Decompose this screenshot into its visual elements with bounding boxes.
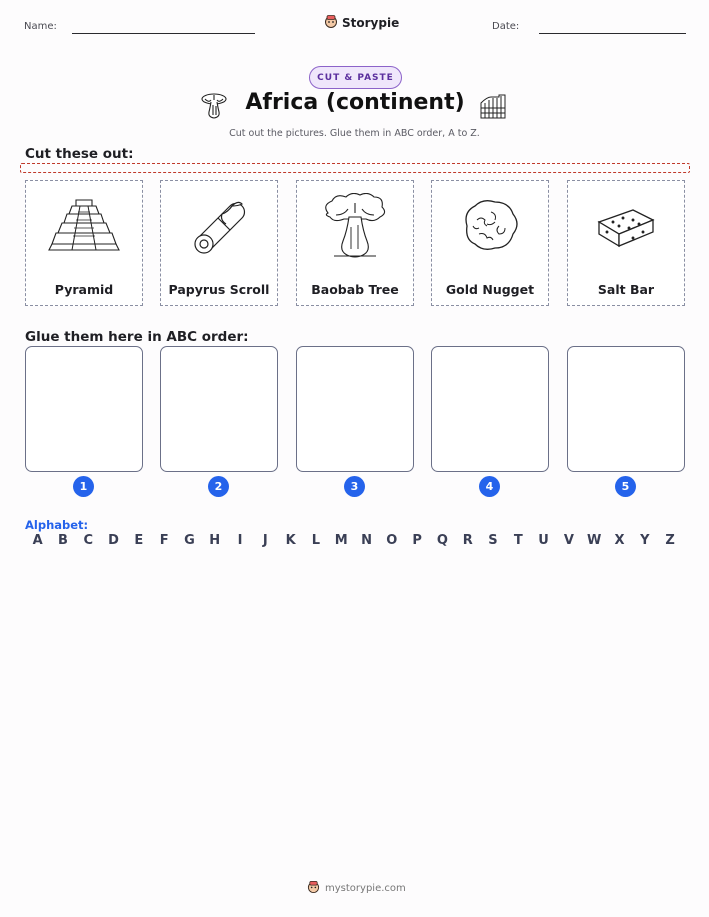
slot-number-2: 2 (208, 476, 229, 497)
alphabet-letter: T (513, 533, 523, 548)
name-line[interactable] (72, 33, 255, 34)
storypie-mascot-icon (324, 14, 338, 31)
scroll-icon (161, 189, 277, 265)
alphabet-letter: N (361, 533, 372, 548)
card-label: Baobab Tree (311, 282, 399, 297)
alphabet-letter: K (285, 533, 296, 548)
alphabet-letter: Q (436, 533, 448, 548)
card-label: Salt Bar (597, 282, 655, 297)
alphabet-row (25, 533, 683, 548)
date-line[interactable] (539, 33, 686, 34)
alphabet-letter: L (311, 533, 321, 548)
alphabet-letter: R (462, 533, 473, 548)
cut-card-salt-bar[interactable] (567, 180, 685, 306)
cut-paste-badge: CUT & PASTE (309, 66, 402, 89)
cut-card-gold-nugget[interactable] (431, 180, 549, 306)
glue-section-heading: Glue them here in ABC order: (25, 329, 249, 345)
alphabet-title: Alphabet: (25, 518, 89, 532)
card-label: Papyrus Scroll (168, 282, 270, 297)
alphabet-letter: M (334, 533, 348, 548)
pyramid-icon (26, 189, 142, 265)
slot-number-4: 4 (479, 476, 500, 497)
alphabet-letter: D (108, 533, 119, 548)
slot-number-1: 1 (73, 476, 94, 497)
alphabet-letter: A (32, 533, 43, 548)
alphabet-letter: P (412, 533, 422, 548)
alphabet-letter: S (488, 533, 498, 548)
glue-slot-1[interactable] (25, 346, 143, 472)
alphabet-letter: Y (640, 533, 650, 548)
card-label: Gold Nugget (445, 282, 535, 297)
cut-card-papyrus-scroll[interactable] (160, 180, 278, 306)
slot-number-5: 5 (615, 476, 636, 497)
brand-logo (324, 14, 399, 31)
footer-site[interactable]: mystorypie.com (325, 882, 406, 894)
salt-bar-icon (568, 189, 684, 265)
cut-card-pyramid[interactable] (25, 180, 143, 306)
colosseum-icon (479, 91, 509, 125)
baobab-tree-title-icon (199, 91, 229, 125)
cut-card-baobab-tree[interactable] (296, 180, 414, 306)
cut-line (20, 163, 690, 173)
brand-name: Storypie (342, 15, 400, 30)
baobab-tree-icon (297, 189, 413, 265)
glue-slot-4[interactable] (431, 346, 549, 472)
glue-slot-3[interactable] (296, 346, 414, 472)
cut-section-heading: Cut these out: (25, 146, 134, 162)
alphabet-letter: J (262, 533, 268, 548)
alphabet-letter: W (587, 533, 602, 548)
alphabet-letter: U (538, 533, 549, 548)
alphabet-letter: Z (665, 533, 675, 548)
alphabet-letter: X (614, 533, 625, 548)
alphabet-letter: I (237, 533, 243, 548)
date-label: Date: (492, 21, 520, 32)
alphabet-letter: C (83, 533, 94, 548)
alphabet-letter: H (209, 533, 221, 548)
footer (307, 880, 406, 896)
alphabet-letter: F (159, 533, 169, 548)
slot-number-3: 3 (344, 476, 365, 497)
alphabet-letter: V (563, 533, 574, 548)
alphabet-letter: O (386, 533, 398, 548)
alphabet-letter: G (184, 533, 195, 548)
alphabet-letter: B (57, 533, 68, 548)
name-label: Name: (24, 21, 57, 32)
glue-slot-2[interactable] (160, 346, 278, 472)
alphabet-letter: E (134, 533, 144, 548)
page-title: Africa (continent) (245, 90, 465, 115)
storypie-mascot-icon (307, 880, 320, 896)
card-label: Pyramid (54, 282, 114, 297)
gold-nugget-icon (432, 189, 548, 265)
instructions: Cut out the pictures. Glue them in ABC order, A to Z. (229, 128, 480, 139)
glue-slot-5[interactable] (567, 346, 685, 472)
